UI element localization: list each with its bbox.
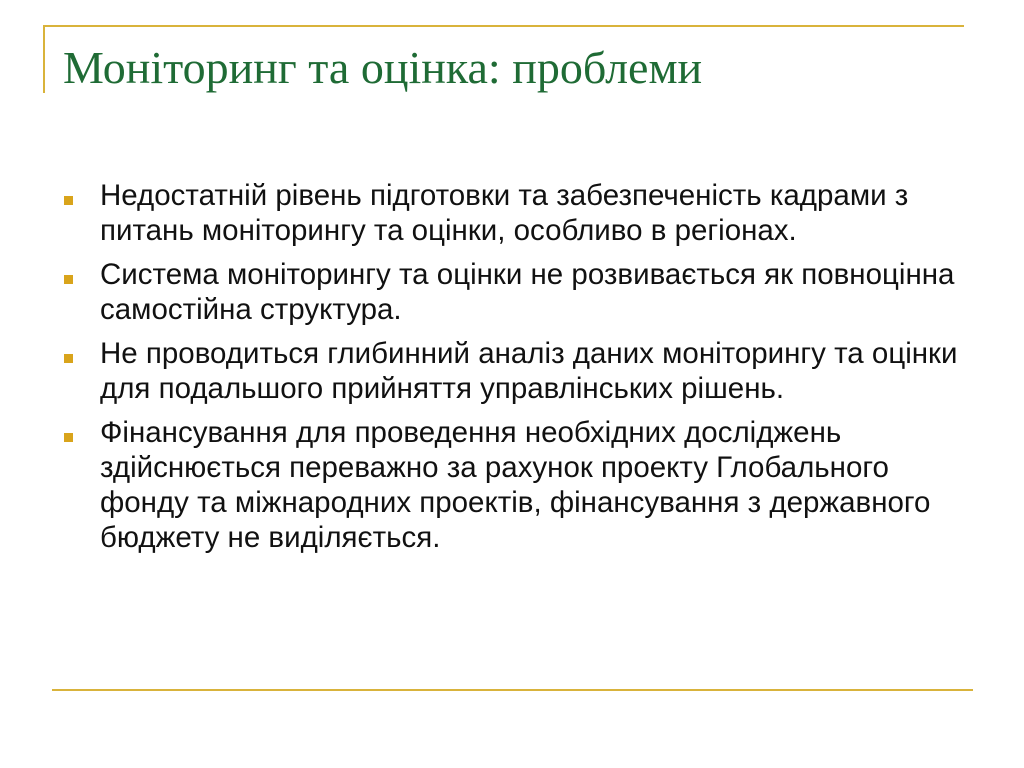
square-bullet-icon: [64, 354, 73, 363]
square-bullet-icon: [64, 433, 73, 442]
bullet-item-training: [62, 178, 962, 248]
top-border-line: [43, 25, 964, 27]
bullet-list: [62, 178, 962, 564]
left-border-line: [43, 25, 45, 93]
bullet-item-analysis: [62, 336, 962, 406]
bullet-text: Фінансування для проведення необхідних досліджень здійснюється переважно за рахунок проекту Глобального фонду та міжнародних проектів, фінансування з державного бюджету не виділяється.: [100, 416, 931, 554]
slide-title: Моніторинг та оцінка: проблеми: [63, 42, 703, 93]
bottom-border-line: [52, 689, 973, 691]
bullet-text: Система моніторингу та оцінки не розвивається як повноцінна самостійна структура.: [100, 258, 955, 326]
bullet-text: Не проводиться глибинний аналіз даних моніторингу та оцінки для подальшого прийняття управлінських рішень.: [100, 337, 958, 405]
square-bullet-icon: [64, 275, 73, 284]
bullet-item-funding: [62, 415, 962, 555]
square-bullet-icon: [64, 196, 73, 205]
bullet-item-system: [62, 257, 962, 327]
bullet-text: Недостатній рівень підготовки та забезпеченість кадрами з питань моніторингу та оцінки, особливо в регіонах.: [100, 179, 909, 247]
